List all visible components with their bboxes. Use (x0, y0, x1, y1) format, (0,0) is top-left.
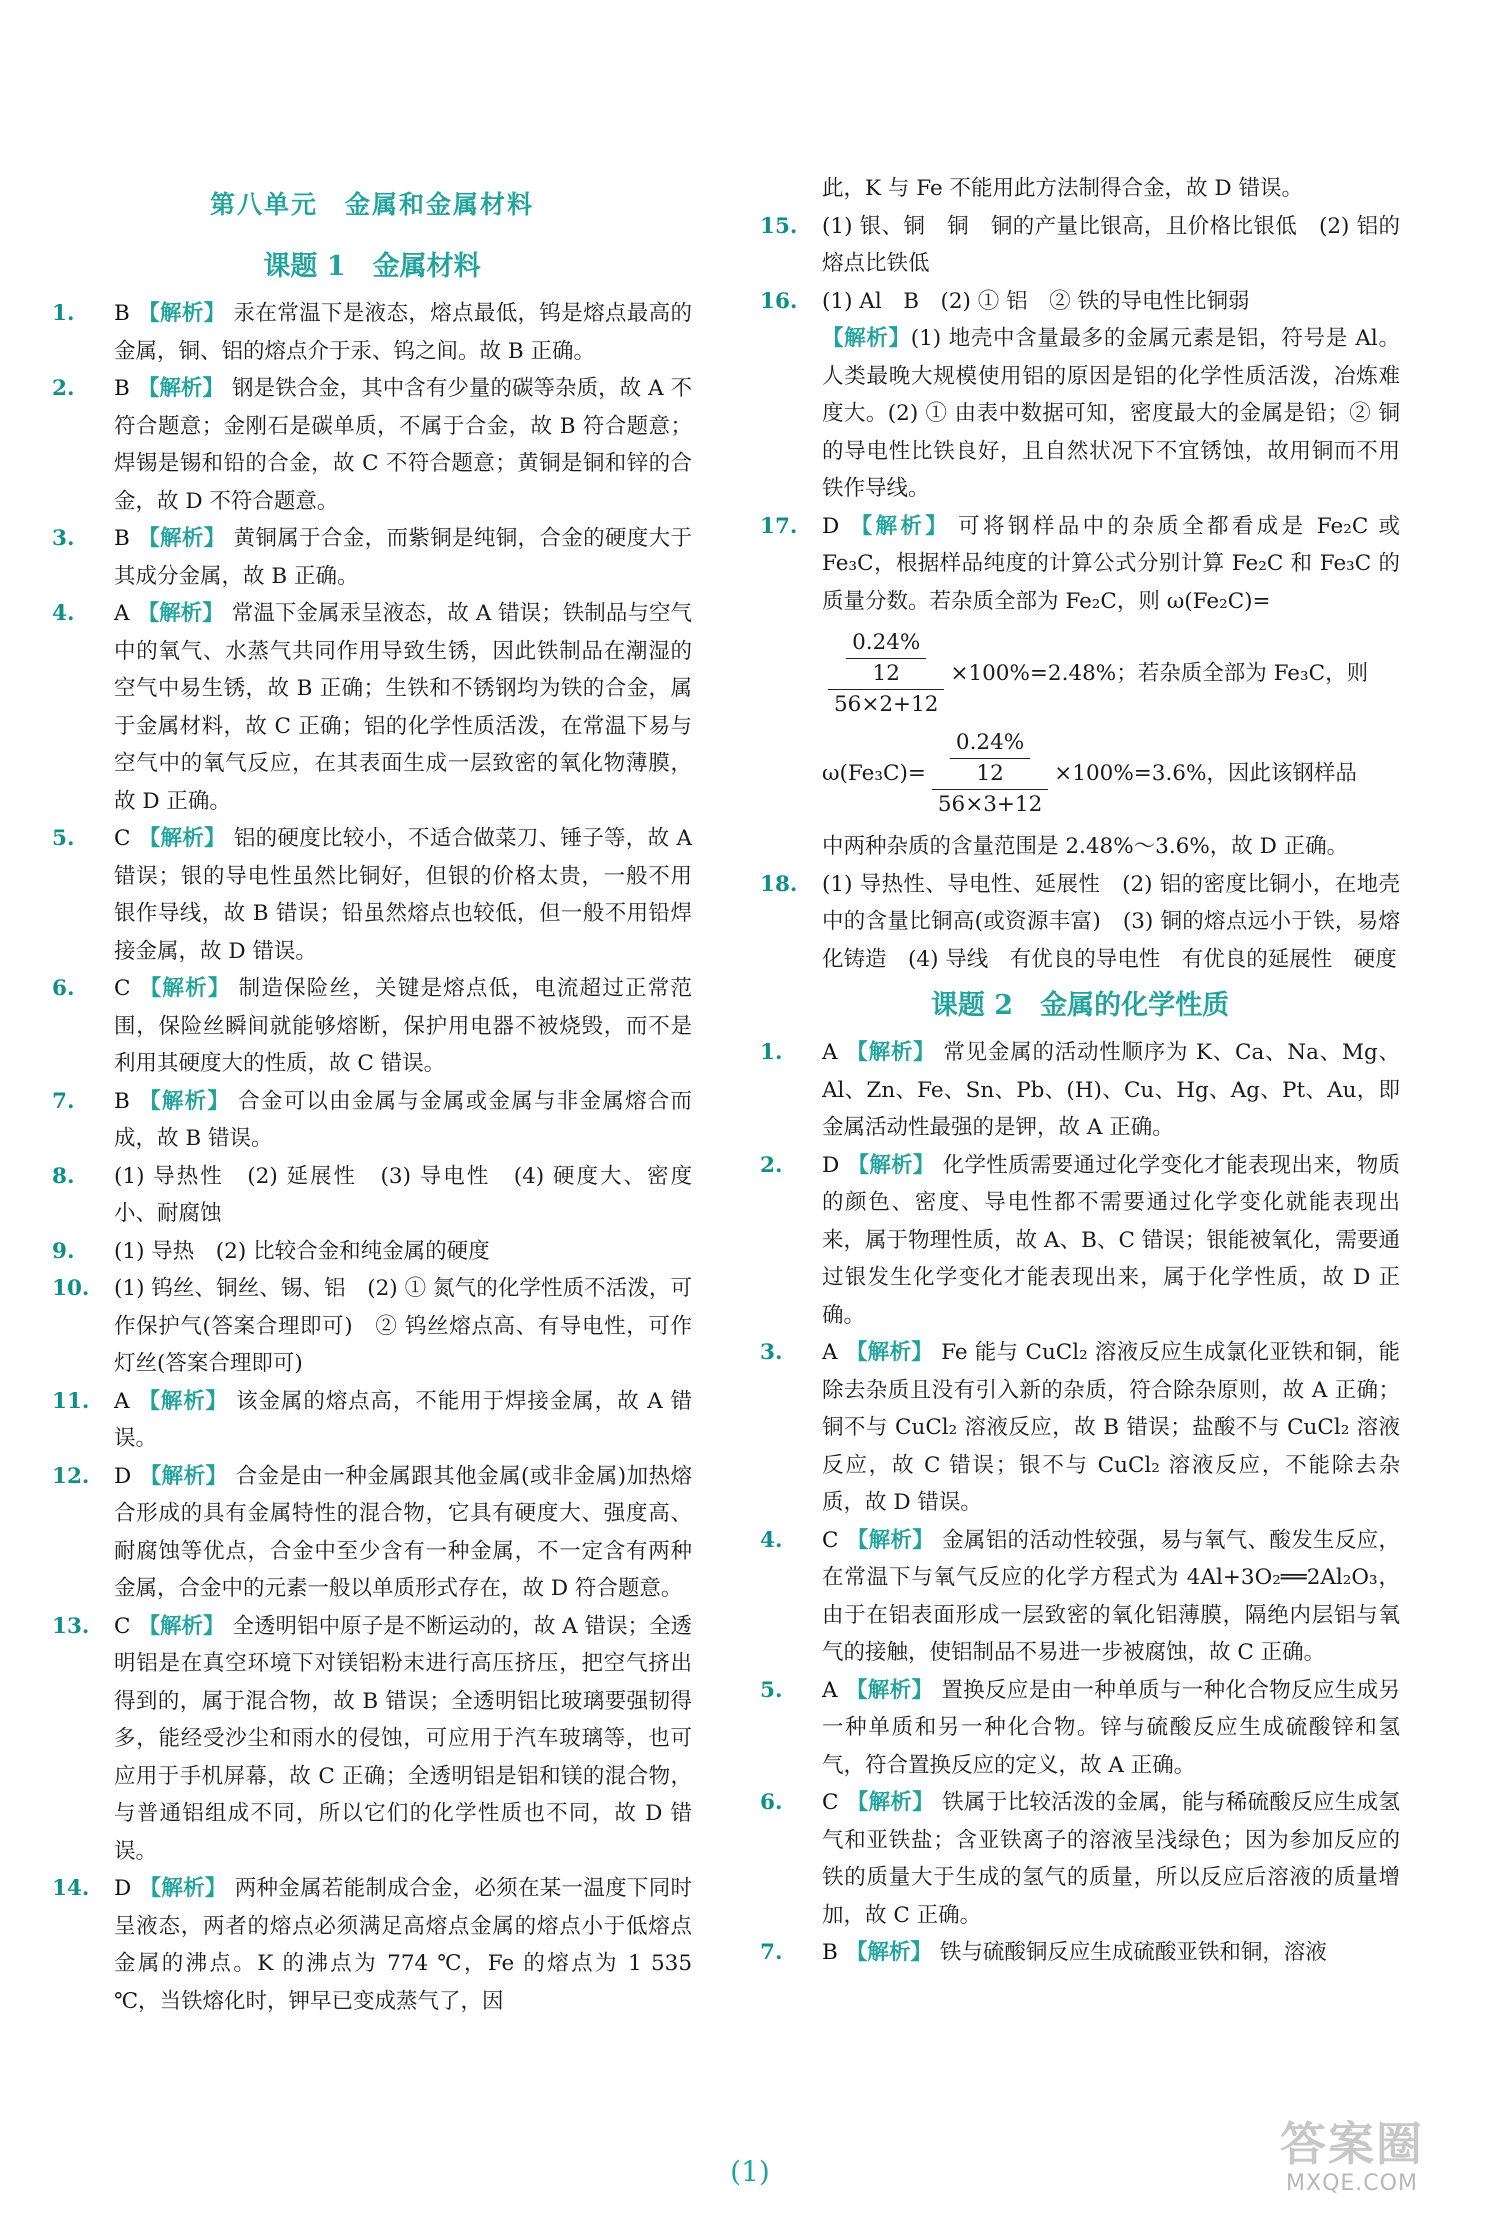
answer-item (52, 295, 692, 370)
fraction-denominator: 56×2+12 (834, 692, 939, 717)
item-number: 5. (52, 826, 75, 851)
fraction-numerator: 0.24% (950, 728, 1030, 759)
item16-analysis-text: (1) 地壳中含量最多的金属元素是铝，符号是 Al。人类最晚大规模使用铝的原因是铝的化学性质活泼，冶炼难度大。(2) ① 由表中数据可知，密度最大的金属是铅；② 铜的导电性比铁良好，且自然状况下不宜锈蚀，故用铜而不用铁作导线。 (822, 326, 1400, 501)
item-text: 钢是铁合金，其中含有少量的碳等杂质，故 A 不符合题意；金刚石是碳单质，不属于合金，故 B 符合题意；焊锡是锡和铅的合金，故 C 不符合题意；黄铜是铜和锌的合金，故 D 不符合题意。 (114, 376, 692, 514)
answer-item (52, 370, 692, 520)
answer-item (760, 1784, 1400, 1934)
item-text: (1) Al B (2) ① 铝 ② 铁的导电性比铜弱 (822, 288, 1250, 314)
item-text: 全透明铝中原子是不断运动的，故 A 错误；全透明铝是在真空环境下对镁铝粉末进行高压挤压，把空气挤出得到的，属于混合物，故 B 错误；全透明铝比玻璃要强韧得多，能经受沙尘和雨水的侵蚀，可应用于汽车玻璃等，也可应用于手机屏幕，故 C 正确；全透明铝是铝和镁的混合物，与普通铝组成不同，所以它们的化学性质也不同，故 D 错误。 (114, 1613, 692, 1864)
fraction-denominator: 56×3+12 (937, 792, 1043, 817)
answer-item (760, 1034, 1400, 1147)
answer-item-17 (760, 508, 1400, 621)
item-number: 13. (52, 1613, 90, 1639)
analysis-tag: 【解析】 (845, 1040, 936, 1065)
item-text: (1) 银、铜 铜 铜的产量比银高，且价格比银低 (2) 铝的熔点比铁低 (822, 213, 1400, 276)
item-text: 化学性质需要通过化学变化才能表现出来，物质的颜色、密度、导电性都不需要通过化学变化就能表现出来，属于物理性质，故 A、B、C 错误；银能被氧化，需要通过银发生化学变化才能表现出来，属于化学性质，故 D 正确。 (822, 1152, 1400, 1328)
item-text: 常见金属的活动性顺序为 K、Ca、Na、Mg、Al、Zn、Fe、Sn、Pb、(H)、Cu、Hg、Ag、Pt、Au，即金属活动性最强的是钾，故 A 正确。 (822, 1040, 1400, 1140)
item-number: 6. (760, 1790, 783, 1815)
item-number: 15. (760, 213, 798, 239)
item-text: 金属铝的活动性较强，易与氧气、酸发生反应，在常温下与氧气反应的化学方程式为 4Al+3O₂══2Al₂O₃，由于在铝表面形成一层致密的氧化铝薄膜，隔绝内层铝与氧气的接触，使铝制品不易进一步被腐蚀，故 C 正确。 (822, 1527, 1400, 1665)
item17-text1: 可将钢样品中的杂质全都看成是 Fe₂C 或 Fe₃C，根据样品纯度的计算公式分别计算 Fe₂C 和 Fe₃C 的质量分数。若杂质全部为 Fe₂C，则 ω(Fe₂C)= (822, 513, 1400, 614)
fraction-fe2c (828, 628, 944, 720)
item-number: 11. (52, 1388, 90, 1414)
analysis-tag: 【解析】 (845, 1677, 934, 1703)
formula-fe2c (760, 628, 1400, 720)
item16-analysis (760, 320, 1400, 508)
item-text: 黄铜属于合金，而紫铜是纯铜，合金的硬度大于其成分金属，故 B 正确。 (114, 526, 692, 589)
item-answer: A (822, 1340, 838, 1365)
item-text: (1) 导热性、导电性、延展性 (2) 铝的密度比铜小，在地壳中的含量比铜高(或资源丰富) (3) 铜的熔点远小于铁，易熔化铸造 (4) 导线 有优良的导电性 有优良的延展性 硬度 (822, 871, 1400, 972)
item-answer: C (114, 976, 131, 1001)
item-text: 铁与硫酸铜反应生成硫酸亚铁和铜，溶液 (939, 1940, 1327, 1965)
item-text: 常温下金属汞呈液态，故 A 错误；铁制品与空气中的氧气、水蒸气共同作用导致生锈，因此铁制品在潮湿的空气中易生锈，故 B 正确；生铁和不锈钢均为铁的合金，属于金属材料，故 C 正确；铝的化学性质活泼，在常温下易与空气中的氧气反应，在其表面生成一层致密的氧化物薄膜，故 D 正确。 (114, 601, 692, 814)
right-column (760, 170, 1400, 1972)
answer-item (52, 1383, 692, 1458)
analysis-tag: 【解析】 (138, 976, 231, 1001)
answer-item (52, 1870, 692, 2020)
item-number: 2. (52, 376, 75, 401)
formula-lead: ω(Fe₃C)= (822, 761, 926, 786)
item-answer: C (114, 1613, 131, 1639)
item-text: 制造保险丝，关键是熔点低，电流超过正常范围，保险丝瞬间就能够熔断，保护用电器不被烧毁，而不是利用其硬度大的性质，故 C 错误。 (114, 976, 692, 1076)
item-text: 置换反应是由一种单质与一种化合物反应生成另一种单质和另一种化合物。锌与硫酸反应生成硫酸锌和氢气，符合置换反应的定义，故 A 正确。 (822, 1677, 1400, 1778)
analysis-tag: 【解析】 (822, 326, 911, 351)
answer-item (52, 520, 692, 595)
analysis-tag: 【解析】 (138, 1613, 225, 1639)
answer-item (52, 1158, 692, 1233)
fraction-numerator: 0.24% (846, 628, 926, 659)
item-number: 1. (760, 1040, 783, 1065)
item-number: 9. (52, 1238, 75, 1264)
item-answer: B (114, 1088, 130, 1114)
left-answer-list (52, 295, 692, 2020)
right-answer-list-2 (760, 1034, 1400, 1972)
answer-item (52, 820, 692, 970)
item-answer: D (822, 1152, 840, 1178)
watermark-url: MXQE.COM (1286, 2171, 1418, 2196)
answer-item (52, 970, 692, 1083)
item-text: 汞在常温下是液态，熔点最低，钨是熔点最高的金属，铜、铝的熔点介于汞、钨之间。故 B 正确。 (114, 301, 692, 364)
item-number: 3. (52, 526, 75, 551)
answer-item (760, 1934, 1400, 1972)
analysis-tag: 【解析】 (846, 1790, 935, 1815)
analysis-tag: 【解析】 (137, 526, 226, 551)
answer-item-18 (760, 866, 1400, 979)
answer-item (760, 1672, 1400, 1785)
answer-item (52, 1458, 692, 1608)
fraction-mid: 12 (872, 661, 900, 686)
item-answer: B (114, 526, 130, 551)
item-text: 铝的硬度比较小，不适合做菜刀、锤子等，故 A 错误；银的导电性虽然比铜好，但银的价格太贵，一般不用银作导线，故 B 错误；铅虽然熔点也较低，但一般不用铅焊接金属，故 D 错误。 (114, 826, 692, 964)
page-number: ( 1 ) (690, 2150, 810, 2194)
answer-item (760, 1522, 1400, 1672)
item-text: (1) 钨丝、铜丝、锡、铝 (2) ① 氮气的化学性质不活泼，可作保护气(答案合理即可) ② 钨丝熔点高、有导电性，可作灯丝(答案合理即可) (114, 1276, 692, 1376)
item-number: 4. (760, 1527, 783, 1553)
section-title-2: 课题 2 金属的化学性质 (930, 990, 1230, 1021)
fraction-mid: 12 (976, 761, 1004, 786)
item-number: 8. (52, 1163, 75, 1189)
analysis-tag: 【解析】 (139, 1463, 228, 1489)
item-answer: B (114, 301, 130, 326)
analysis-tag: 【解析】 (847, 1152, 935, 1178)
item-number: 7. (760, 1940, 783, 1965)
item-number: 17. (760, 513, 798, 539)
analysis-tag: 【解析】 (847, 513, 951, 539)
formula-fe3c (760, 728, 1400, 820)
fraction-fe3c (932, 728, 1048, 820)
analysis-tag: 【解析】 (139, 1876, 227, 1901)
item-answer: A (114, 601, 130, 626)
item-number: 4. (52, 601, 75, 626)
item-answer: B (822, 1940, 838, 1965)
analysis-tag: 【解析】 (137, 1088, 231, 1114)
item-text: 两种金属若能制成合金，必须在某一温度下同时呈液态，两者的熔点必须满足高熔点金属的熔点小于低熔点金属的沸点。K 的沸点为 774 ℃，Fe 的熔点为 1 535 ℃，当铁熔化时，钾早已变成蒸气了，因 (114, 1876, 692, 2014)
unit-title: 第八单元 金属和金属材料 (209, 190, 534, 219)
answer-item (52, 1233, 692, 1271)
analysis-tag: 【解析】 (138, 826, 226, 851)
item-number: 6. (52, 976, 75, 1001)
formula-tail: ×100%=2.48%；若杂质全部为 Fe₃C，则 (950, 661, 1369, 686)
item17-text2: 中两种杂质的含量范围是 2.48%～3.6%，故 D 正确。 (822, 834, 1349, 859)
watermark-text: 答案圈 (1280, 2117, 1424, 2171)
item-number: 5. (760, 1677, 783, 1703)
analysis-tag: 【解析】 (845, 1340, 934, 1365)
item14-continuation: 此，K 与 Fe 不能用此方法制得合金，故 D 错误。 (822, 176, 1303, 201)
item-text: 该金属的熔点高，不能用于焊接金属，故 A 错误。 (114, 1388, 692, 1451)
analysis-tag: 【解析】 (137, 301, 226, 326)
item-answer: D (822, 513, 840, 539)
item-number: 7. (52, 1088, 75, 1114)
item-answer: B (114, 376, 130, 401)
section-title-1: 课题 1 金属材料 (263, 251, 481, 282)
answer-item (52, 1608, 692, 1871)
item-answer: D (114, 1876, 132, 1901)
item-number: 3. (760, 1340, 783, 1365)
item-number: 2. (760, 1152, 783, 1178)
analysis-tag: 【解析】 (137, 376, 224, 401)
item-text: 合金可以由金属与金属或金属与非金属熔合而成，故 B 错误。 (114, 1088, 692, 1151)
answer-item (760, 283, 1400, 321)
answer-item (52, 1083, 692, 1158)
answer-item (52, 1270, 692, 1383)
answer-item (760, 208, 1400, 283)
analysis-tag: 【解析】 (845, 1940, 932, 1965)
item-text: 合金是由一种金属跟其他金属(或非金属)加热熔合形成的具有金属特性的混合物，它具有硬度大、强度高、耐腐蚀等优点，合金中至少含有一种金属，不一定含有两种金属，合金中的元素一般以单质形式存在，故 D 符合题意。 (114, 1463, 692, 1601)
item-number: 16. (760, 288, 798, 314)
item-number: 10. (52, 1276, 90, 1301)
analysis-tag: 【解析】 (137, 601, 224, 626)
item-answer: A (822, 1040, 838, 1065)
formula-tail: ×100%=3.6%，因此该钢样品 (1054, 761, 1357, 786)
analysis-tag: 【解析】 (846, 1527, 935, 1553)
watermark-logo (1232, 2116, 1472, 2206)
item-number: 14. (52, 1876, 90, 1901)
item-text: 铁属于比较活泼的金属，能与稀硫酸反应生成氢气和亚铁盐；含亚铁离子的溶液呈浅绿色；因为参加反应的铁的质量大于生成的氢气的质量，所以反应后溶液的质量增加，故 C 正确。 (822, 1790, 1400, 1928)
item-text: (1) 导热性 (2) 延展性 (3) 导电性 (4) 硬度大、密度小、耐腐蚀 (114, 1163, 692, 1226)
answer-item (760, 1147, 1400, 1335)
item-text: (1) 导热 (2) 比较合金和纯金属的硬度 (114, 1238, 490, 1264)
item-answer: A (822, 1677, 838, 1703)
item-answer: C (822, 1790, 839, 1815)
item-answer: A (114, 1388, 130, 1414)
analysis-tag: 【解析】 (137, 1388, 229, 1414)
answer-item (52, 595, 692, 820)
item-answer: C (114, 826, 131, 851)
item-text: Fe 能与 CuCl₂ 溶液反应生成氯化亚铁和铜，能除去杂质且没有引入新的杂质，符合除杂原则，故 A 正确；铜不与 CuCl₂ 溶液反应，故 B 错误；盐酸不与 CuCl₂ 溶液反应，故 C 错误；银不与 CuCl₂ 溶液反应，不能除去杂质，故 D 错误。 (822, 1340, 1400, 1515)
right-top-list (760, 208, 1400, 321)
item-number: 18. (760, 871, 798, 897)
item-answer: D (114, 1463, 132, 1489)
left-column (52, 185, 692, 2020)
answer-item (760, 1334, 1400, 1522)
item-number: 12. (52, 1463, 90, 1489)
item-answer: C (822, 1527, 839, 1553)
item-number: 1. (52, 301, 75, 326)
